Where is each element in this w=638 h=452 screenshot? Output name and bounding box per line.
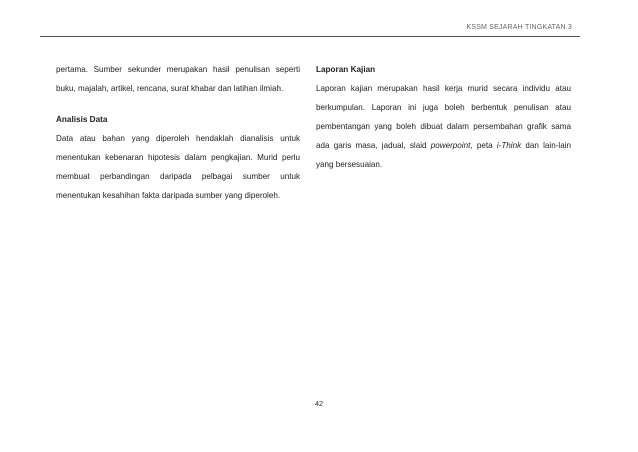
laporan-kajian-heading: Laporan Kajian: [316, 65, 376, 74]
intro-paragraph: pertama. Sumber sekunder merupakan hasil penulisan seperti buku, majalah, artikel, rencana, surat khabar dan latihan ilmiah.: [56, 65, 300, 93]
page-number: 42: [314, 399, 324, 408]
laporan-text-3: dan lain-lain yang bersesuaian.: [316, 141, 571, 169]
analisis-data-paragraph: Data atau bahan yang diperoleh hendaklah dianalisis untuk menentukan kebenaran hipotesis dalam pengkajian. Murid perlu membuat perbandingan daripada pelbagai sumber untuk menentukan kesahihan fakta daripada sumber yang diperoleh.: [56, 134, 300, 200]
left-column: [56, 60, 300, 205]
analisis-data-heading: Analisis Data: [56, 115, 108, 124]
spacer: [56, 98, 300, 110]
header-title: KSSM SEJARAH TINGKATAN 3: [466, 24, 572, 31]
page-header: [40, 22, 580, 37]
right-column: [316, 60, 571, 174]
laporan-text-2: , peta: [470, 141, 497, 150]
laporan-kajian-paragraph: [316, 79, 571, 174]
laporan-text-1: Laporan kajian merupakan hasil kerja murid secara individu atau berkumpulan. Laporan ini juga boleh berbentuk penulisan atau pembentangan yang boleh dibuat dalam persembahan grafik sama ada garis masa, jadual, slaid: [316, 84, 571, 150]
powerpoint-term: powerpoint: [430, 141, 471, 150]
i-think-term: i-Think: [496, 141, 522, 150]
